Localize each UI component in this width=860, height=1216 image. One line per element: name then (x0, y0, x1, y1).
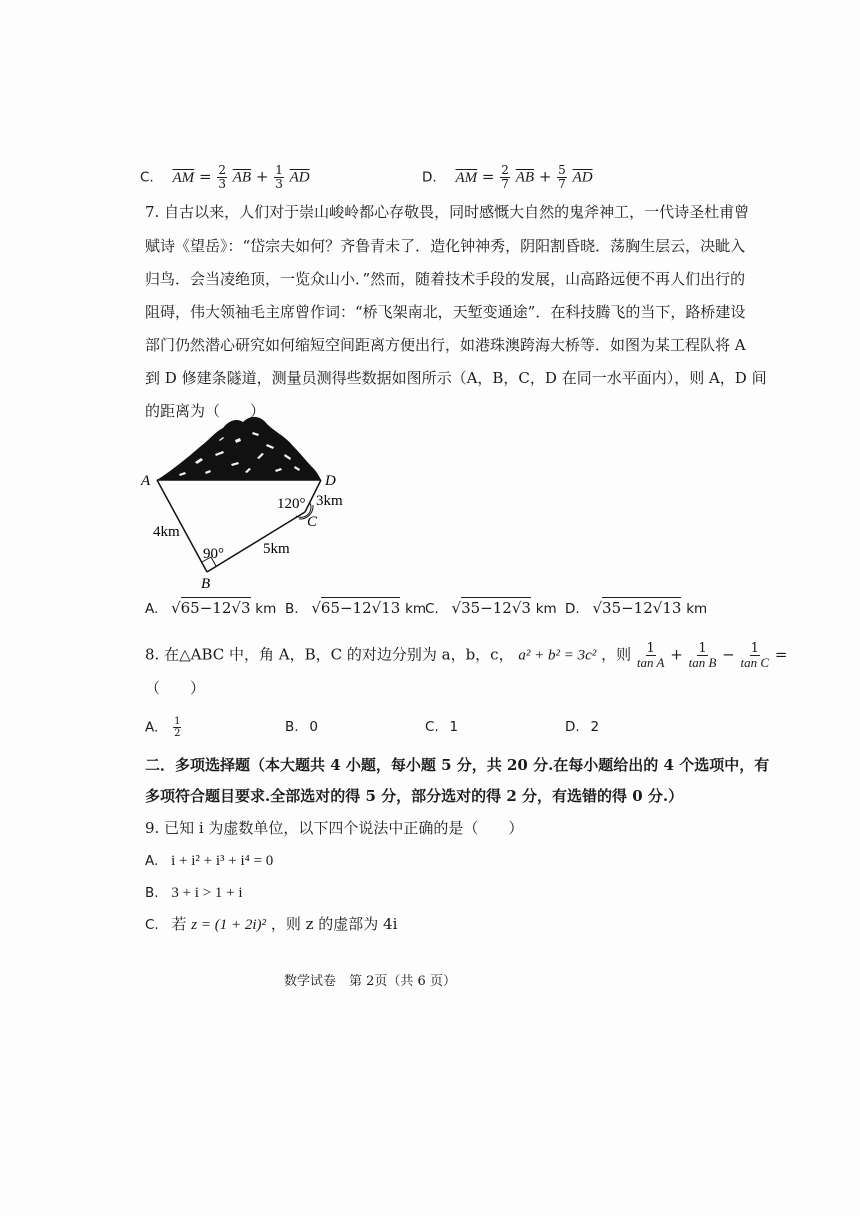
option-label: C. (425, 719, 439, 735)
fraction (500, 164, 510, 191)
option-label: C. (145, 917, 159, 933)
length-ab: 4km (153, 524, 180, 540)
angle-b-label: 90° (203, 546, 224, 562)
section-2-line-2: 多项符合题目要求.全部选对的得 5 分，部分选对的得 2 分，有选错的得 0 分.） (145, 787, 684, 805)
numerator: 2 (501, 163, 509, 177)
option-prefix: 若 (171, 915, 187, 933)
option-label: A. (145, 853, 159, 869)
equals-sign: = (198, 167, 212, 186)
radicand-part: 35−12 (602, 599, 653, 617)
q7-line-7: 的距离为（ ） (145, 402, 266, 420)
fraction (217, 164, 227, 191)
angle-c-label: 120° (277, 496, 306, 512)
unit: km (535, 601, 557, 617)
q8-option-c (425, 716, 458, 737)
numerator: 1 (174, 716, 181, 727)
q8-condition: a² + b² = 3c² (518, 647, 597, 664)
mountain-shape (157, 417, 321, 480)
fraction (274, 164, 284, 191)
q9-option-a (145, 850, 273, 871)
option-label: B. (285, 719, 299, 735)
fraction (741, 642, 770, 669)
radicand-part: 35−12 (461, 599, 512, 617)
plus-sign: + (670, 645, 683, 664)
sqrt-sign: √ (171, 599, 181, 617)
q7-line-2: 赋诗《望岳》：“岱宗夫如何？齐鲁青未了．造化钟神秀，阴阳割昏晓．荡胸生层云，决眦入 (145, 237, 746, 255)
length-bc: 5km (263, 541, 290, 557)
vector-ad: $\overline{AD}$ (289, 169, 310, 186)
q7-line-4: 阻碍，伟大领袖毛主席曾作词：“桥飞架南北，天堑变通途”．在科技腾飞的当下，路桥建设 (145, 303, 746, 321)
segment-bc (207, 512, 305, 572)
minus-sign: − (722, 645, 735, 664)
q8-text: 8. 在△ABC 中，角 A，B，C 的对边分别为 a，b，c， (145, 645, 514, 664)
radicand: 35−12√13 (602, 599, 682, 617)
option-label: C. (425, 601, 439, 617)
option-label: B. (285, 601, 299, 617)
q7-line-6: 到 D 修建条隧道，测量员测得些数据如图所示（A，B，C，D 在同一水平面内），则 A，D 间 (145, 369, 767, 387)
radicand: 65−12√13 (320, 599, 401, 617)
q8-option-b (285, 716, 318, 737)
numerator: 1 (646, 641, 655, 656)
q7-option-b (285, 598, 426, 619)
sqrt-sign: √ (592, 599, 603, 617)
q7-option-d (565, 598, 707, 619)
unit: km (686, 601, 708, 617)
q7-line-3: 归鸟．会当凌绝顶，一览众山小．”然而，随着技术手段的发展，山高路远便不再人们出行的 (145, 270, 746, 288)
section-2-line-1: 二．多项选择题（本大题共 4 小题，每小题 5 分，共 20 分.在每小题给出的 4 个选项中，有 (145, 756, 770, 774)
q7-option-a (145, 598, 276, 619)
numerator: 5 (558, 163, 566, 177)
label-c: C (307, 514, 318, 530)
q7-line-5: 部门仍然潜心研究如何缩短空间距离方便出行，如港珠澳跨海大桥等．如图为某工程队将 A (145, 336, 746, 354)
length-cd: 3km (316, 493, 343, 509)
equals-sign: = (481, 167, 495, 186)
option-value: 2 (590, 719, 600, 735)
q8-stem (145, 642, 787, 669)
option-value: 0 (309, 719, 318, 735)
option-label: D. (565, 601, 580, 617)
inner-radicand: 3 (521, 599, 531, 617)
label-d: D (325, 473, 336, 489)
option-expression: i + i² + i³ + i⁴ = 0 (171, 853, 274, 869)
q8-paren: （ ） (145, 679, 206, 697)
q9-option-c (145, 914, 397, 935)
q8-then: ，则 (601, 645, 632, 664)
option-label: D. (422, 169, 437, 186)
option-expression: 3 + i > 1 + i (171, 885, 243, 901)
vector-ab: $\overline{AB}$ (515, 169, 535, 186)
option-expression: z = (1 + 2i)² (191, 917, 267, 933)
q9-stem: 9. 已知 i 为虚数单位，以下四个说法中正确的是（ ） (145, 819, 524, 837)
denominator: tan B (688, 655, 717, 670)
tunnel-figure (135, 410, 365, 595)
fraction (637, 642, 665, 669)
q7-option-c (425, 598, 557, 619)
q6-option-c (140, 164, 310, 191)
sqrt-sign: √ (451, 599, 462, 617)
radicand-part: 65−12 (320, 599, 372, 617)
denominator: 3 (218, 177, 226, 191)
inner-radicand: 13 (662, 599, 682, 617)
option-label: A. (145, 601, 159, 617)
plus-sign: + (538, 167, 552, 186)
q8-option-a (145, 716, 182, 739)
denominator: 7 (558, 177, 566, 191)
denominator: 2 (174, 728, 181, 739)
unit: km (255, 601, 277, 617)
equals-sign: = (774, 645, 788, 664)
q6-option-d (422, 164, 593, 191)
denominator: 3 (275, 177, 283, 191)
label-b: B (201, 576, 211, 592)
radicand: 65−12√3 (180, 599, 251, 617)
fraction (557, 164, 567, 191)
fraction (173, 716, 181, 739)
numerator: 2 (218, 163, 226, 177)
denominator: 7 (501, 177, 509, 191)
option-suffix: ，则 z 的虚部为 4i (270, 915, 398, 933)
q7-line-1: 7. 自古以来，人们对于崇山峻岭都心存敬畏，同时感慨大自然的鬼斧神工，一代诗圣杜甫曾 (145, 203, 750, 221)
label-a: A (141, 473, 151, 489)
unit: km (405, 601, 427, 617)
q9-option-b (145, 882, 243, 903)
q8-option-d (565, 716, 599, 737)
option-label: A. (145, 719, 159, 736)
radicand-part: 65−12 (180, 599, 232, 617)
option-label: C. (140, 169, 154, 186)
radicand: 35−12√3 (461, 599, 531, 617)
fraction (689, 642, 717, 669)
inner-radicand: 13 (381, 599, 401, 617)
denominator: tan C (740, 655, 770, 670)
page-footer: 数学试卷 第 2页（共 6 页） (284, 974, 456, 989)
vector-am: $\overline{AM}$ (455, 169, 478, 186)
inner-radicand: 3 (240, 599, 251, 617)
denominator: tan A (636, 655, 665, 670)
numerator: 1 (750, 641, 759, 656)
vector-ad: $\overline{AD}$ (572, 169, 593, 186)
vector-ab: $\overline{AB}$ (232, 169, 252, 186)
sqrt-sign: √ (311, 599, 321, 617)
option-value: 1 (449, 719, 459, 735)
numerator: 1 (698, 641, 707, 656)
numerator: 1 (275, 163, 283, 177)
plus-sign: + (255, 167, 269, 186)
vector-am: $\overline{AM}$ (172, 169, 195, 186)
option-label: D. (565, 719, 580, 735)
option-label: B. (145, 885, 159, 901)
